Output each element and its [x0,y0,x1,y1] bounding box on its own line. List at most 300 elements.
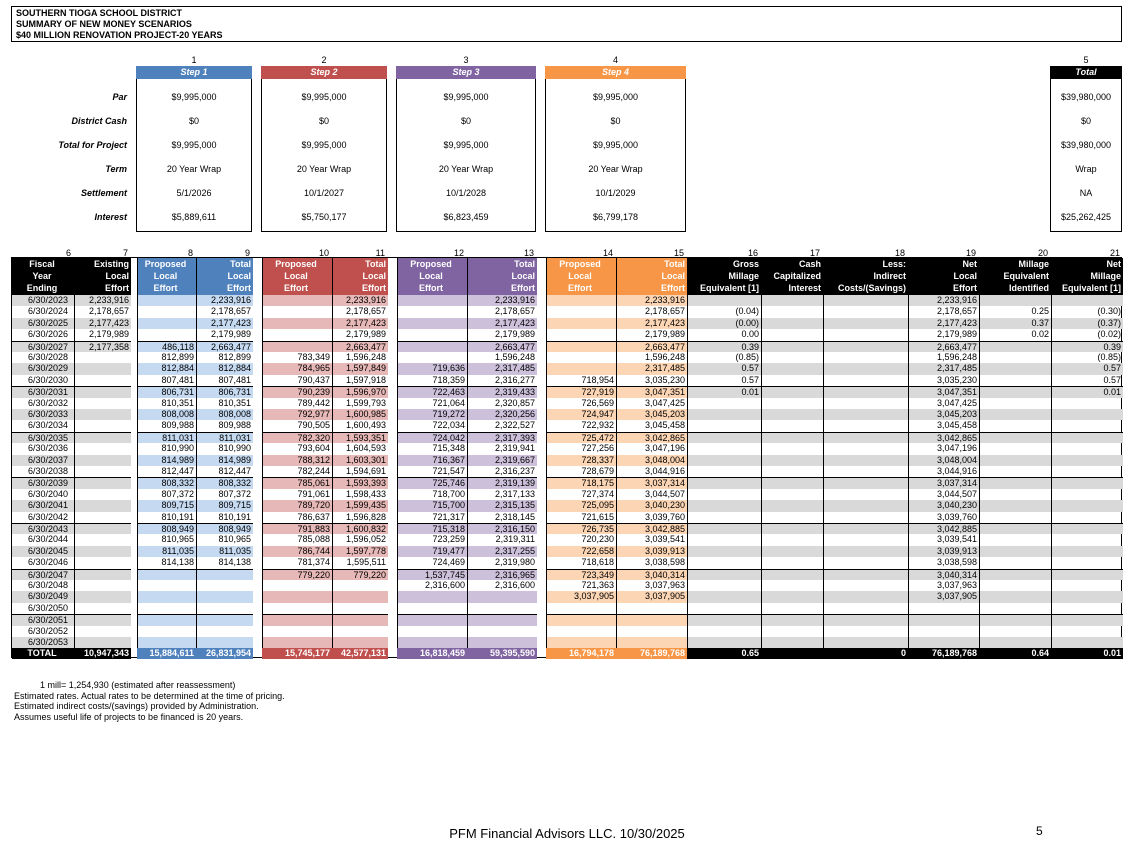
table-cell [262,580,332,591]
table-cell [761,306,823,317]
table-cell [1051,477,1123,488]
table-cell [687,523,761,534]
table-cell [979,626,1051,637]
table-cell [979,455,1051,466]
table-cell: 715,318 [397,523,467,534]
table-cell: 720,230 [581,534,614,545]
table-cell [979,443,1051,454]
table-cell [262,295,332,306]
table-cell: 812,447 [218,466,251,476]
table-cell: 3,045,458 [936,420,977,431]
step-number: 1 [191,55,197,65]
table-cell: 3,044,507 [644,488,685,499]
table-cell [467,626,537,637]
table-cell: 728,679 [581,466,614,476]
table-cell [761,318,823,329]
table-cell: 6/30/2031 [12,386,74,397]
table-cell: 1,593,393 [332,477,388,488]
table-cell: 3,044,507 [936,488,977,499]
table-cell [823,569,908,580]
column-header-line: Local [953,271,977,281]
table-cell: 807,481 [161,374,194,385]
table-cell: 726,735 [546,523,616,534]
table-cell [979,569,1051,580]
table-cell: 6/30/2037 [12,455,74,466]
table-cell: 2,177,423 [908,318,979,329]
table-cell [761,489,823,500]
table-cell [823,420,908,431]
step-value: $9,995,000 [443,140,489,150]
table-cell: 807,372 [161,488,194,499]
table-cell [908,614,979,625]
step-header: Step 4 [545,66,686,79]
table-cell: 1,596,248 [345,352,386,362]
table-cell: 2,319,941 [494,443,535,454]
table-cell [196,580,253,591]
table-cell: 781,374 [297,557,330,568]
table-cell: 1,600,832 [332,523,388,534]
table-cell: 6/30/2028 [28,352,69,362]
table-cell: 726,569 [581,397,614,408]
table-cell: 3,040,314 [908,569,979,580]
total-cell: 0.65 [687,648,761,659]
column-header-line: Effort [511,283,535,293]
table-cell [687,420,761,431]
table-cell: 3,042,865 [908,432,979,443]
table-cell [74,512,131,523]
table-cell [196,614,253,625]
table-cell [979,477,1051,488]
table-cell [687,637,761,648]
table-cell: 2,316,600 [424,580,465,590]
table-cell: 783,349 [297,352,330,362]
table-cell [74,569,131,580]
table-cell [1051,466,1123,477]
total-cell: 16,818,459 [397,648,467,659]
table-cell: 6/30/2024 [28,306,69,317]
table-cell [823,477,908,488]
table-cell: 727,374 [581,488,614,499]
step-value: $0 [318,116,329,126]
step-value: $9,995,000 [592,140,639,150]
table-cell: 789,442 [297,397,330,408]
table-cell: 3,037,314 [616,477,687,488]
table-cell: 1,599,435 [332,500,388,511]
table-cell: 2,178,657 [644,306,685,317]
table-cell [137,329,196,340]
table-cell: 811,035 [196,546,253,557]
table-cell: 721,547 [432,466,465,476]
table-cell: 2,663,477 [616,341,687,352]
note-indirect: Estimated indirect costs/(savings) provided by Administration. [14,701,259,711]
table-cell [761,386,823,397]
table-cell [262,626,332,637]
table-cell: 6/30/2042 [28,511,69,522]
table-cell: 0.01 [1051,386,1123,397]
table-cell [1051,489,1123,500]
table-cell: 3,045,203 [616,409,687,420]
table-cell: 3,039,760 [936,511,977,522]
step-value: $6,823,459 [443,212,489,222]
table-cell: 715,700 [397,500,467,511]
table-cell [687,500,761,511]
column-divider [397,258,398,659]
column-header-line: Total [664,259,685,269]
table-cell [761,580,823,591]
table-cell [823,466,908,477]
table-cell: 6/30/2025 [12,318,74,329]
step-header: Step 1 [136,66,252,79]
table-cell [761,363,823,374]
table-cell [74,489,131,500]
column-number: 9 [244,248,250,258]
table-cell [823,591,908,602]
table-cell: 0.57 [1051,363,1123,374]
table-cell: 0.57 [687,363,761,374]
table-cell: 2,179,989 [494,329,535,340]
table-cell [687,443,761,454]
step-value: 10/1/2029 [595,188,636,198]
table-cell [74,420,131,431]
column-divider [137,258,138,659]
table-cell: 0.37 [979,318,1051,329]
table-cell [137,637,196,648]
table-cell: 1,599,793 [345,397,386,408]
table-cell: 722,034 [432,420,465,431]
column-header-line: Cash [798,259,821,269]
table-cell: 1,596,248 [644,352,685,362]
table-cell: 6/30/2041 [12,500,74,511]
notes [14,680,285,722]
column-header-line: Costs/(Savings) [837,283,906,293]
table-cell [823,318,908,329]
table-cell: 809,715 [196,500,253,511]
step-value: Wrap [1075,164,1097,174]
table-cell [761,500,823,511]
column-number: 21 [1109,248,1120,258]
table-cell: 814,138 [161,557,194,568]
table-cell [397,614,467,625]
table-cell [823,432,908,443]
table-cell [823,363,908,374]
step-value: $25,262,425 [1060,212,1112,222]
step-value: 5/1/2026 [176,188,212,198]
table-cell [397,603,467,614]
table-cell [332,580,388,591]
step-value: $0 [188,116,199,126]
table-cell [74,363,131,374]
total-cell [761,648,823,659]
total-cell: 16,794,178 [546,648,616,659]
table-cell [979,341,1051,352]
table-cell: 724,947 [546,409,616,420]
table-cell [137,603,196,614]
table-cell: 0.00 [741,329,759,340]
table-cell: 807,481 [218,374,251,385]
table-cell: 2,178,657 [936,306,977,317]
column-header-line: Capitalized [773,271,821,281]
table-cell: (0.85) [735,352,759,362]
table-cell: 790,505 [297,420,330,431]
table-cell [823,626,908,637]
table-cell [1051,432,1123,443]
table-cell [761,432,823,443]
table-cell [74,626,131,637]
table-cell [761,466,823,477]
district-name: SOUTHERN TIOGA SCHOOL DISTRICT [16,8,183,18]
table-cell: 1,604,593 [345,443,386,454]
table-cell: 812,447 [161,466,194,476]
column-header-line: Millage [1018,259,1049,269]
table-cell [137,626,196,637]
table-cell: 3,047,351 [616,386,687,397]
table-cell: 810,351 [218,397,251,408]
column-header-line: Effort [419,283,443,293]
table-cell: 779,220 [262,569,332,580]
table-cell [74,352,131,363]
table-cell: 2,233,916 [908,295,979,306]
table-cell: 786,637 [297,511,330,522]
table-cell: 3,047,196 [644,443,685,454]
table-cell [761,352,823,363]
step-value: $6,799,178 [592,212,639,222]
table-cell: 808,008 [137,409,196,420]
column-divider [262,258,263,659]
table-cell [908,603,979,614]
table-cell [1051,626,1123,637]
table-cell: 2,233,916 [196,295,253,306]
column-header-line: Total [514,259,535,269]
column-header-line: Proposed [144,259,187,269]
table-cell: 810,990 [218,443,251,454]
table-cell [1051,557,1123,568]
table-cell: 721,615 [581,511,614,522]
table-cell: 725,746 [397,477,467,488]
table-cell [137,569,196,580]
table-cell [1051,546,1123,557]
table-cell [1051,512,1123,523]
table-cell [823,398,908,409]
table-cell [823,443,908,454]
table-cell: 782,320 [262,432,332,443]
column-divider [546,258,547,659]
table-cell [262,591,332,602]
summary-label: Interest [94,212,127,222]
column-header-line: Identified [1009,283,1049,293]
report-subtitle: $40 MILLION RENOVATION PROJECT-20 YEARS [16,30,223,40]
table-cell: 810,351 [161,397,194,408]
step-value: 20 Year Wrap [438,164,494,174]
table-cell [823,534,908,545]
table-cell [761,557,823,568]
table-cell: (0.85) [1097,352,1121,362]
table-cell: 718,618 [581,557,614,568]
table-cell [467,637,537,648]
column-header-line: Effort [284,283,308,293]
table-cell: 3,044,916 [936,466,977,476]
table-cell: 788,312 [262,455,332,466]
table-cell: 2,316,965 [467,569,537,580]
table-cell [1051,591,1123,602]
column-header [616,258,687,295]
table-cell: 2,179,989 [936,329,977,340]
table-cell [687,626,761,637]
column-header-line: Proposed [410,259,452,269]
table-cell [979,432,1051,443]
table-cell [74,398,131,409]
column-header-line: Local [362,271,386,281]
table-cell [467,591,537,602]
table-cell [74,477,131,488]
table-cell: 809,988 [161,420,194,431]
table-cell [823,557,908,568]
column-header-line: Effort [227,283,251,293]
table-cell: 6/30/2027 [12,341,74,352]
table-cell: 724,469 [432,557,465,568]
column-header-line: Ending [26,283,58,293]
column-header-line: Net [962,259,977,269]
table-cell: 718,175 [546,477,616,488]
table-cell: 3,037,963 [644,580,685,590]
table-cell: 812,899 [218,352,251,362]
table-cell: 3,048,004 [908,455,979,466]
table-cell: 3,040,230 [908,500,979,511]
column-header-line: Millage [1090,271,1121,281]
step-value: NA [1079,188,1093,198]
table-cell [616,614,687,625]
table-cell [823,637,908,648]
table-cell: 721,317 [432,511,465,522]
column-header-line: Local [105,271,129,281]
table-cell [546,306,616,317]
table-cell [546,329,616,340]
table-cell [1051,534,1123,545]
table-cell: 808,332 [137,477,196,488]
table-cell [616,603,687,614]
table-cell [823,329,908,340]
table-cell: 6/30/2033 [12,409,74,420]
table-cell: 718,954 [581,374,614,385]
table-cell [137,614,196,625]
table-cell: 810,965 [218,534,251,545]
table-cell: 2,177,423 [196,318,253,329]
step-value: $9,995,000 [171,140,217,150]
step-value: $39,980,000 [1060,92,1112,102]
table-cell: 6/30/2047 [12,569,74,580]
table-cell: 779,220 [332,569,388,580]
table-cell [761,534,823,545]
table-cell: 6/30/2045 [12,546,74,557]
table-cell [687,546,761,557]
table-cell: 2,319,311 [495,534,535,545]
column-number: 10 [318,248,329,258]
table-cell [979,375,1051,386]
table-cell [687,432,761,443]
table-cell [137,580,196,591]
summary-label: District Cash [71,116,127,126]
table-cell [979,500,1051,511]
table-cell: 716,367 [397,455,467,466]
table-cell: 2,177,423 [467,318,537,329]
table-cell [687,409,761,420]
step-value: $9,995,000 [443,92,489,102]
total-cell: 59,395,590 [467,648,537,659]
table-cell [979,398,1051,409]
table-cell: 0.01 [687,386,761,397]
table-cell [1051,569,1123,580]
table-cell [761,455,823,466]
table-cell: 2,316,600 [494,580,535,590]
table-cell: 0.25 [1031,306,1049,317]
table-cell [979,523,1051,534]
column-divider [467,258,468,659]
table-cell: 721,363 [581,580,614,590]
column-header-line: Local [511,271,535,281]
table-cell: 3,039,913 [616,546,687,557]
total-cell: 15,745,177 [262,648,332,659]
column-divider [908,258,909,659]
table-cell: 793,604 [297,443,330,454]
table-cell [687,614,761,625]
column-number: 6 [65,248,71,258]
table-cell [687,557,761,568]
table-cell: 2,319,980 [494,557,535,568]
total-cell: TOTAL [12,648,74,659]
table-cell: 3,048,004 [616,455,687,466]
table-cell: 6/30/2048 [28,580,69,590]
table-cell [196,591,253,602]
table-cell: 718,700 [432,488,465,499]
table-cell: 814,989 [196,455,253,466]
debt-service-table [11,257,1122,658]
table-cell: 2,233,916 [74,295,131,306]
column-header-line: Effort [153,283,178,293]
table-cell: 2,317,393 [467,432,537,443]
step-value: 10/1/2027 [303,188,345,198]
column-number: 14 [602,248,613,258]
table-cell [761,420,823,431]
table-cell: 3,039,541 [936,534,977,545]
table-cell [397,329,467,340]
table-cell: 786,744 [262,546,332,557]
step-value: $0 [460,116,471,126]
table-cell: 791,883 [262,523,332,534]
table-cell [687,398,761,409]
table-cell [262,603,332,614]
table-cell: 3,040,314 [616,569,687,580]
table-cell [908,626,979,637]
column-divider [761,258,762,659]
total-cell: 0 [823,648,908,659]
table-cell: 2,663,477 [332,341,388,352]
column-header-line: Local [419,271,443,281]
table-cell: 2,179,989 [345,329,386,340]
table-cell [74,534,131,545]
column-header-line: Effort [661,283,685,293]
column-header [397,258,467,295]
column-header-line: Gross [732,259,759,269]
column-header-line: Equivalent [1] [699,283,759,293]
table-cell [74,523,131,534]
table-cell [979,580,1051,591]
table-cell: 811,031 [137,432,196,443]
table-cell [74,455,131,466]
summary-label: Settlement [80,188,127,198]
table-cell [196,626,253,637]
table-cell [687,466,761,477]
table-cell [687,580,761,591]
table-cell [546,341,616,352]
